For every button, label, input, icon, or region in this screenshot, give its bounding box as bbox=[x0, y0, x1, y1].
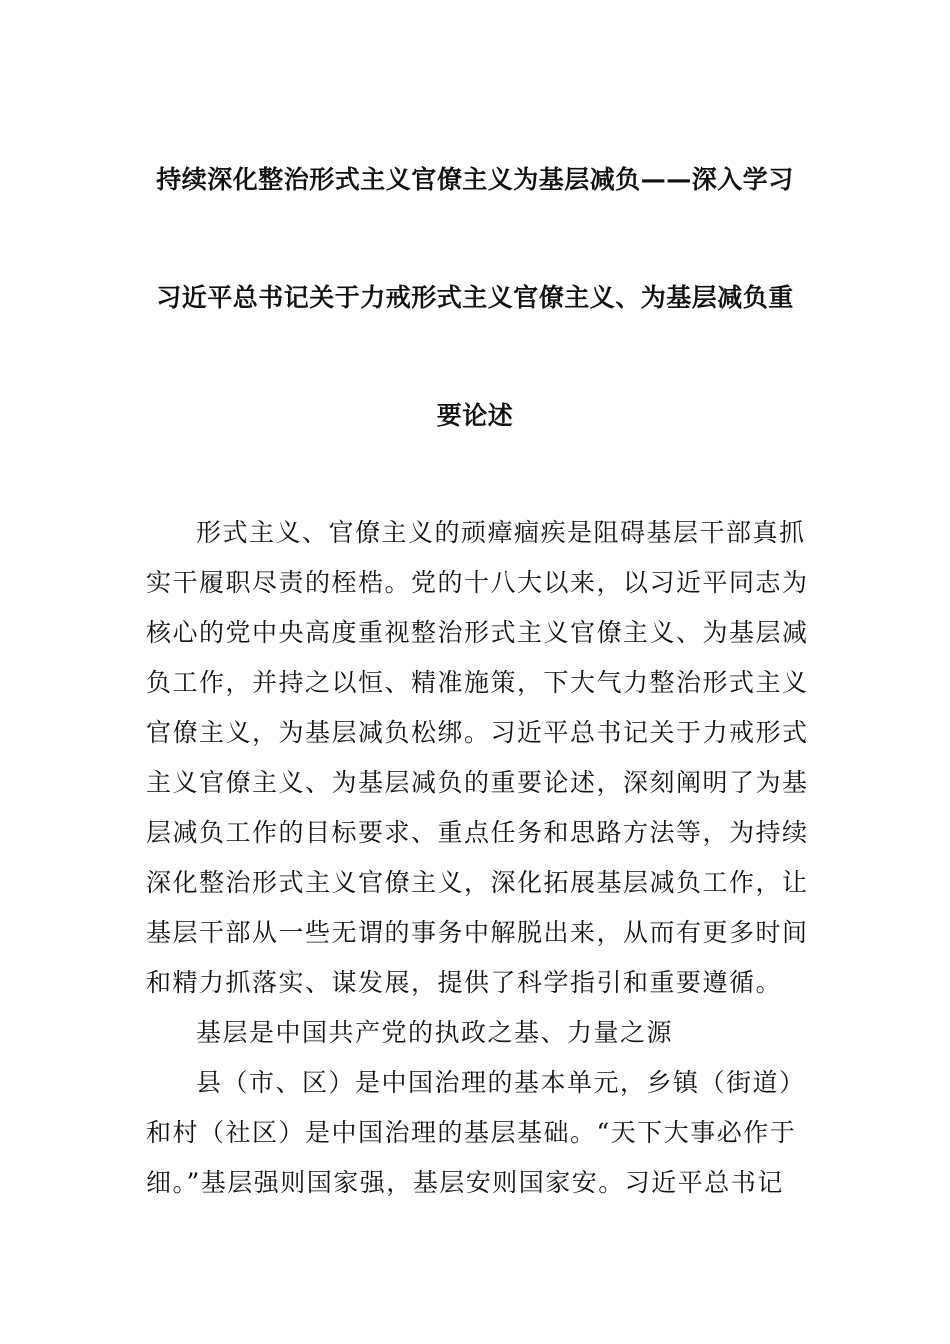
paragraph-line: 负工作，并持之以恒、精准施策，下大气力整治形式主义 bbox=[146, 668, 809, 697]
paragraph-line: 基层干部从一些无谓的事务中解脱出来，从而有更多时间 bbox=[146, 918, 809, 947]
document-title-line-2: 习近平总书记关于力戒形式主义官僚主义、为基层减负重 bbox=[156, 283, 794, 312]
paragraph-line: 层减负工作的目标要求、重点任务和思路方法等，为持续 bbox=[146, 818, 809, 847]
paragraph-line: 深化整治形式主义官僚主义，深化拓展基层减负工作，让 bbox=[146, 868, 809, 897]
section-heading bbox=[146, 1008, 806, 1058]
document-title-line-3: 要论述 bbox=[436, 401, 514, 430]
paragraph-intro bbox=[146, 508, 809, 1008]
paragraph-line: 县（市、区）是中国治理的基本单元，乡镇（街道） bbox=[196, 1068, 806, 1097]
paragraph-county bbox=[146, 1058, 806, 1208]
paragraph-line: 形式主义、官僚主义的顽瘴痼疾是阻碍基层干部真抓 bbox=[196, 518, 806, 547]
paragraph-line: 和精力抓落实、谋发展，提供了科学指引和重要遵循。 bbox=[146, 968, 783, 997]
paragraph-line: 主义官僚主义、为基层减负的重要论述，深刻阐明了为基 bbox=[146, 768, 809, 797]
paragraph-line: 官僚主义，为基层减负松绑。习近平总书记关于力戒形式 bbox=[146, 718, 809, 747]
section-heading-text: 基层是中国共产党的执政之基、力量之源 bbox=[196, 1018, 674, 1047]
paragraph-line: 细。”基层强则国家强，基层安则国家安。习近平总书记 bbox=[146, 1168, 784, 1197]
paragraph-line: 实干履职尽责的桎梏。党的十八大以来，以习近平同志为 bbox=[146, 568, 809, 597]
paragraph-line: 和村（社区）是中国治理的基层基础。“天下大事必作于 bbox=[146, 1118, 797, 1147]
paragraph-line: 核心的党中央高度重视整治形式主义官僚主义、为基层减 bbox=[146, 618, 809, 647]
document-title-line-1: 持续深化整治形式主义官僚主义为基层减负——深入学习 bbox=[156, 165, 794, 194]
